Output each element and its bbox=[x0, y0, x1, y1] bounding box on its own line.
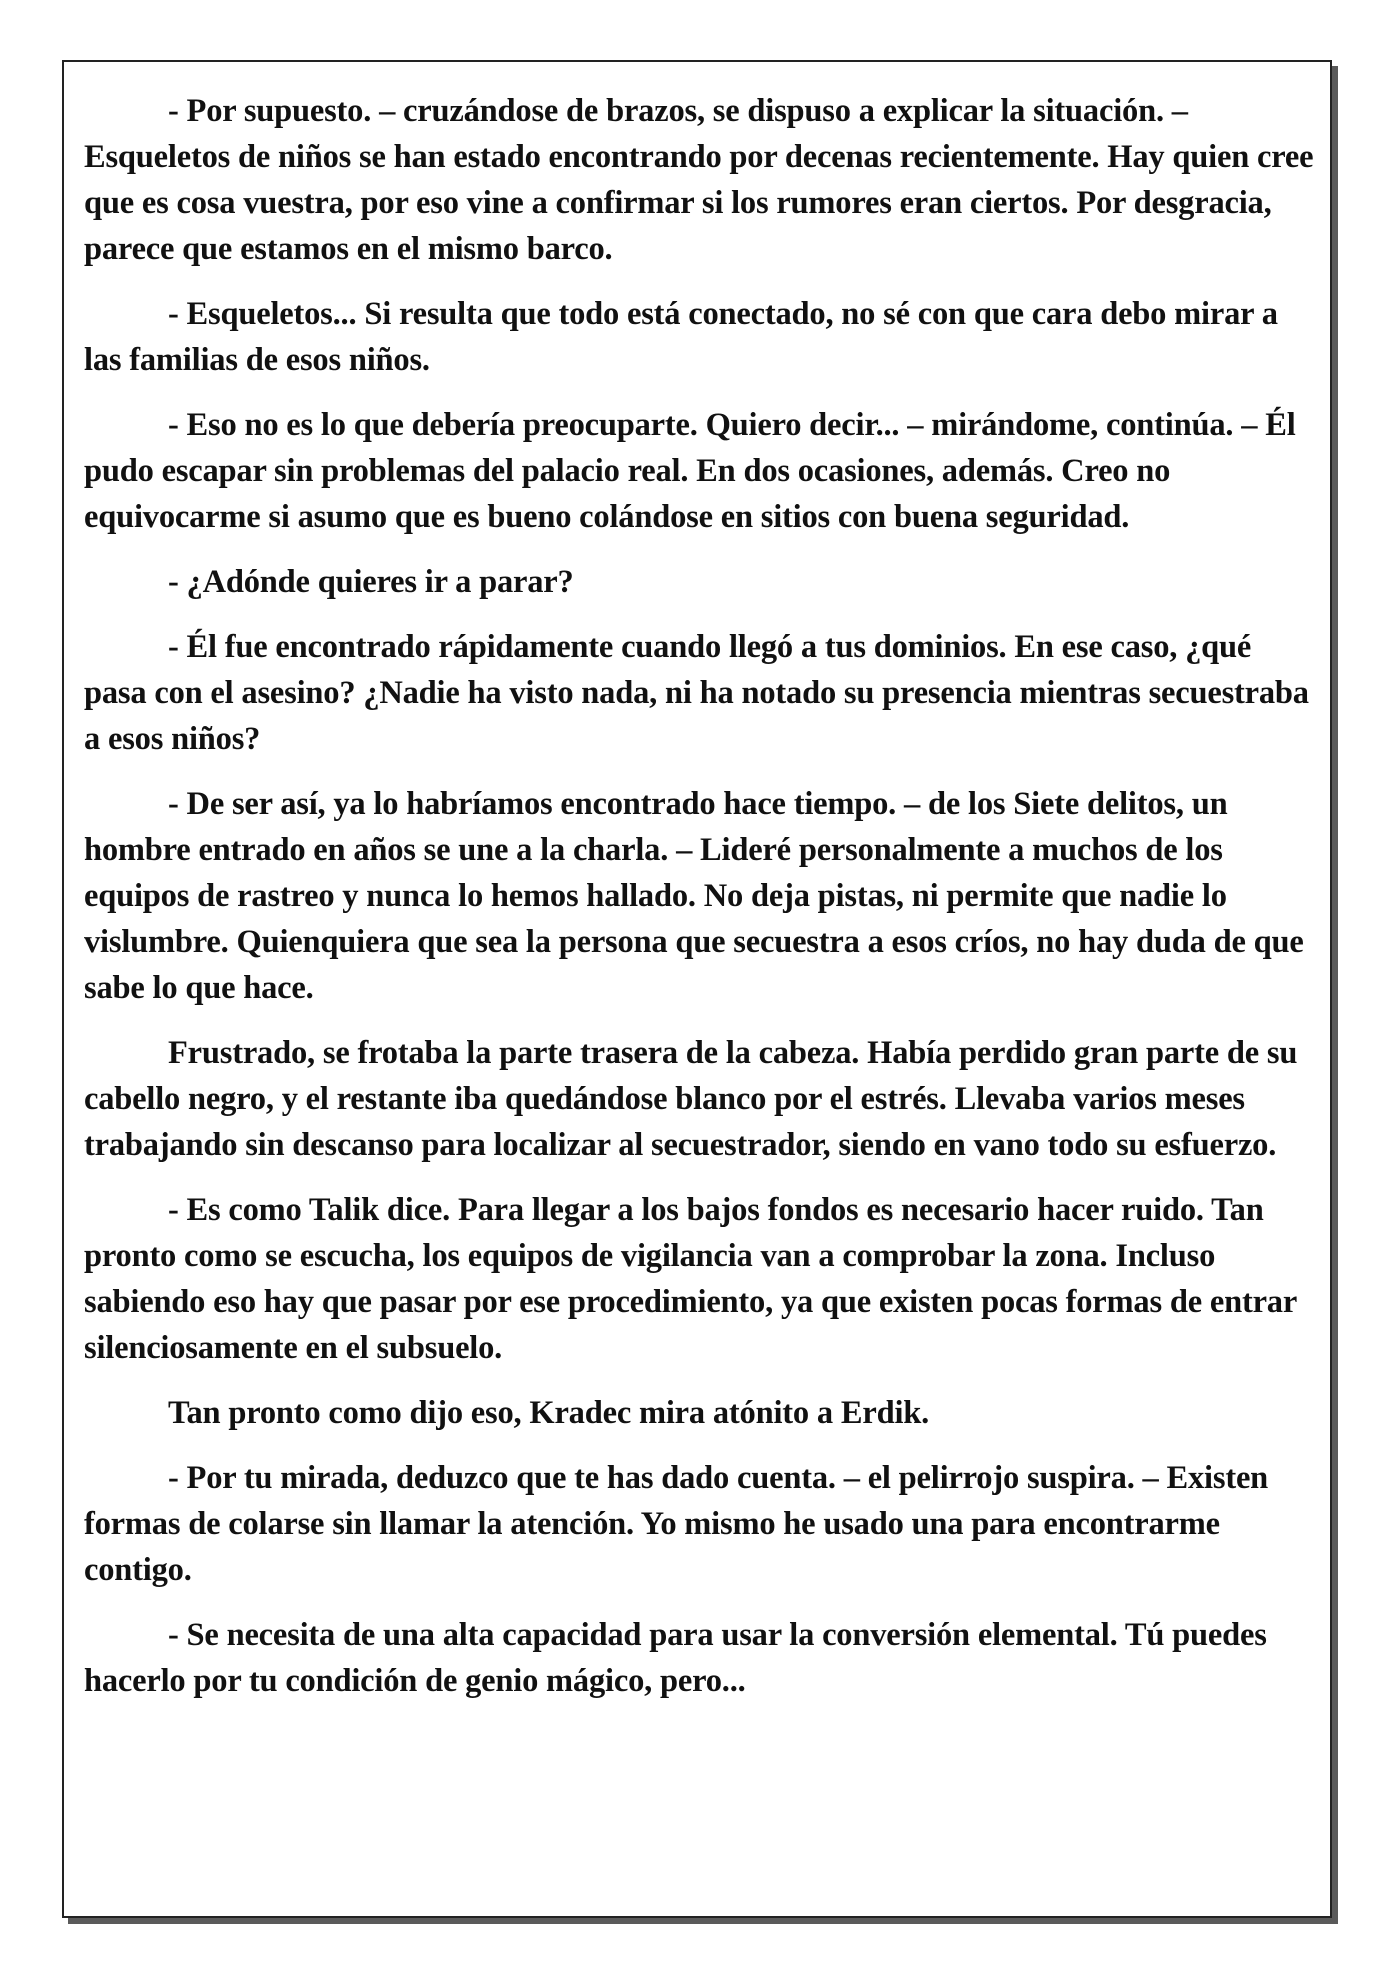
paragraph: - Por supuesto. – cruzándose de brazos, se dispuso a explicar la situación. – Esqueletos de niños se han estado encontrando por decenas recientemente. Hay quien cree que es cosa vuestra, por eso vine a confirmar si los rumores eran ciertos. Por desgracia, parece que estamos en el mismo barco. bbox=[84, 93, 1314, 267]
paragraph: Tan pronto como dijo eso, Kradec mira atónito a Erdik. bbox=[168, 1395, 930, 1431]
paragraph: - Se necesita de una alta capacidad para usar la conversión elemental. Tú puedes hacerlo por tu condición de genio mágico, pero... bbox=[84, 1617, 1267, 1699]
paragraph: - Es como Talik dice. Para llegar a los bajos fondos es necesario hacer ruido. Tan pronto como se escucha, los equipos de vigilancia van a comprobar la zona. Incluso sabiendo eso hay que pasar por ese procedimiento, ya que existen pocas formas de entrar silenciosamente en el subsuelo. bbox=[84, 1192, 1297, 1366]
page-text-body bbox=[84, 88, 1316, 1723]
paragraph: - Esqueletos... Si resulta que todo está conectado, no sé con que cara debo mirar a las familias de esos niños. bbox=[84, 296, 1278, 378]
paragraph: - Él fue encontrado rápidamente cuando llegó a tus dominios. En ese caso, ¿qué pasa con el asesino? ¿Nadie ha visto nada, ni ha notado su presencia mientras secuestraba a esos niños? bbox=[84, 629, 1309, 757]
page-frame bbox=[62, 60, 1332, 1918]
paragraph: - De ser así, ya lo habríamos encontrado hace tiempo. – de los Siete delitos, un hombre entrado en años se une a la charla. – Lideré personalmente a muchos de los equipos de rastreo y nunca lo hemos hallado. No deja pistas, ni permite que nadie lo vislumbre. Quienquiera que sea la persona que secuestra a esos críos, no hay duda de que sabe lo que hace. bbox=[84, 786, 1304, 1006]
paragraph: Frustrado, se frotaba la parte trasera de la cabeza. Había perdido gran parte de su cabello negro, y el restante iba quedándose blanco por el estrés. Llevaba varios meses trabajando sin descanso para localizar al secuestrador, siendo en vano todo su esfuerzo. bbox=[84, 1035, 1298, 1163]
paragraph: - Por tu mirada, deduzco que te has dado cuenta. – el pelirrojo suspira. – Existen formas de colarse sin llamar la atención. Yo mismo he usado una para encontrarme contigo. bbox=[84, 1460, 1269, 1588]
paragraph: - Eso no es lo que debería preocuparte. Quiero decir... – mirándome, continúa. – Él pudo escapar sin problemas del palacio real. En dos ocasiones, además. Creo no equivocarme si asumo que es bueno colándose en sitios con buena seguridad. bbox=[84, 407, 1296, 535]
paragraph: - ¿Adónde quieres ir a parar? bbox=[168, 564, 574, 600]
